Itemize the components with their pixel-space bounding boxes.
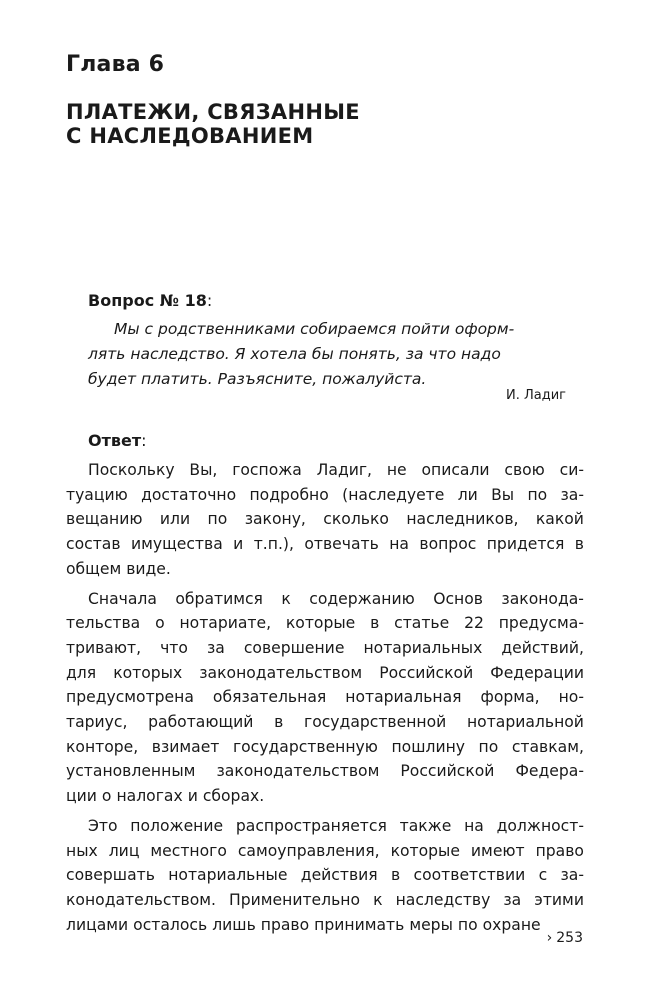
answer-line: ции о налогах и сборах. xyxy=(66,787,265,806)
answer-line: общем виде. xyxy=(66,559,171,578)
question-text xyxy=(88,317,566,392)
answer-line: тривают, что за совершение нотариальных действий, xyxy=(66,638,584,657)
question-label-text: Вопрос № 18 xyxy=(88,291,207,310)
answer-line: Поскольку Вы, госпожа Ладиг, не описали свою си- xyxy=(88,461,584,479)
answer-line: тариус, работающий в государственной нотариальной xyxy=(66,713,584,732)
answer-line: совершать нотариальные действия в соответствии с за- xyxy=(66,866,584,885)
page-number-value: 253 xyxy=(556,930,583,946)
answer-line: ных лиц местного самоуправления, которые имеют право xyxy=(66,841,584,860)
answer-line: вещанию или по закону, сколько наследников, какой xyxy=(66,510,584,529)
answer-label-text: Ответ xyxy=(88,431,142,450)
answer-line: Сначала обратимся к содержанию Основ законода- xyxy=(88,589,584,608)
answer-line: лицами осталось лишь право принимать меры по охране xyxy=(66,915,541,934)
question-label-colon: : xyxy=(206,291,213,310)
page-arrow-icon: › xyxy=(546,930,553,946)
chapter-title-line: С НАСЛЕДОВАНИЕМ xyxy=(66,124,314,148)
chapter-number: Глава 6 xyxy=(66,52,165,77)
answer-line: предусмотрена обязательная нотариальная форма, но- xyxy=(66,688,584,707)
question-line: будет платить. Разъясните, пожалуйста. xyxy=(88,370,427,388)
chapter-title xyxy=(66,100,360,148)
answer-line: конодательством. Применительно к наследству за этими xyxy=(66,890,584,909)
question-label xyxy=(88,291,212,310)
answer-line: Это положение распространяется также на должност- xyxy=(88,816,584,835)
question-line: лять наследство. Я хотела бы понять, за что надо xyxy=(88,345,501,363)
answer-line: состав имущества и т.п.), отвечать на вопрос придется в xyxy=(66,535,584,554)
answer-line: установленным законодательством Российской Федера- xyxy=(66,762,584,781)
page-number xyxy=(547,930,583,946)
chapter-title-line: ПЛАТЕЖИ, СВЯЗАННЫЕ xyxy=(66,100,360,124)
question-author: И. Ладиг xyxy=(506,388,566,403)
answer-body xyxy=(66,458,584,937)
answer-label xyxy=(88,431,147,450)
answer-label-colon: : xyxy=(141,431,147,450)
question-line: Мы с родственниками собираемся пойти оформ- xyxy=(114,320,515,338)
answer-line: для которых законодательством Российской Федерации xyxy=(66,663,584,682)
answer-line: тельства о нотариате, которые в статье 22 предусма- xyxy=(66,614,584,633)
answer-line: конторе, взимает государственную пошлину по ставкам, xyxy=(66,737,584,756)
answer-line: туацию достаточно подробно (наследуете ли Вы по за- xyxy=(66,485,584,504)
